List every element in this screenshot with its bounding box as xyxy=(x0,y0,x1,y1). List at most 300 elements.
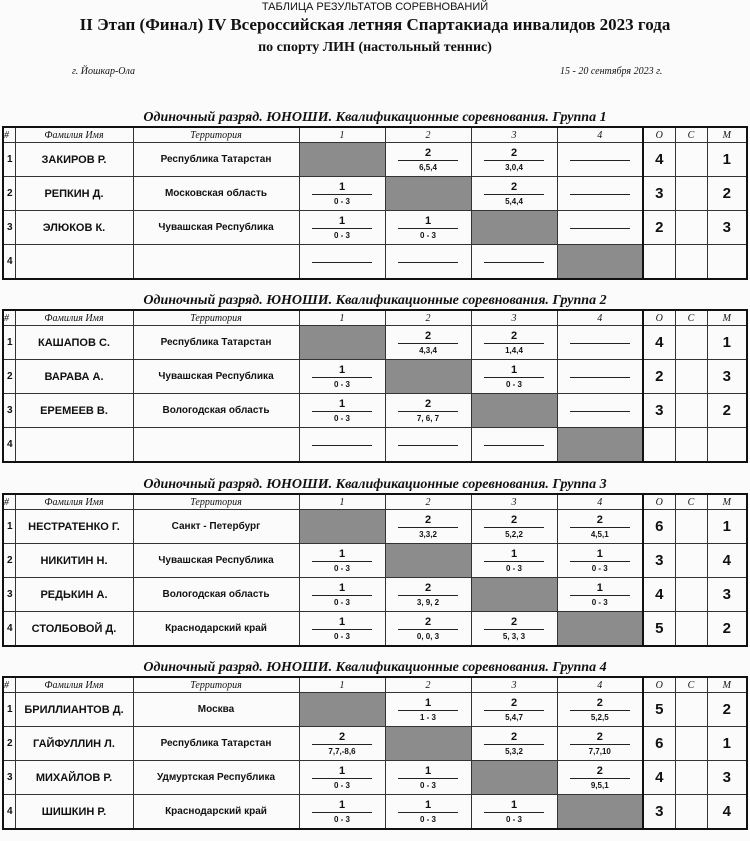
player-number: 3 xyxy=(3,394,15,428)
match-score-detail: 0, 0, 3 xyxy=(416,632,440,641)
tiebreak-value xyxy=(675,177,707,211)
match-score-detail xyxy=(386,265,471,274)
self-match-cell xyxy=(471,211,557,245)
column-header-c1: 1 xyxy=(299,127,385,143)
match-points: 2 xyxy=(596,514,603,526)
player-name: БРИЛЛИАНТОВ Д. xyxy=(15,693,133,727)
match-points xyxy=(558,398,643,410)
match-points: 2 xyxy=(424,582,432,594)
result-divider xyxy=(484,377,544,378)
column-header-c4: 4 xyxy=(557,494,643,510)
result-divider xyxy=(570,527,630,528)
table-row xyxy=(3,761,747,795)
self-match-cell xyxy=(299,326,385,360)
player-territory xyxy=(133,428,299,463)
match-points xyxy=(558,181,643,193)
tiebreak-value xyxy=(675,326,707,360)
total-points: 2 xyxy=(643,360,675,394)
column-header-o: О xyxy=(643,127,675,143)
match-points: 2 xyxy=(510,181,518,193)
result-divider xyxy=(484,445,544,446)
column-header-m: М xyxy=(707,310,747,326)
player-number: 2 xyxy=(3,544,15,578)
player-number: 4 xyxy=(3,612,15,647)
match-points: 1 xyxy=(338,215,346,227)
total-points: 6 xyxy=(643,510,675,544)
total-points: 3 xyxy=(643,795,675,830)
match-points: 2 xyxy=(338,731,346,743)
match-result-cell xyxy=(299,727,385,761)
result-divider xyxy=(570,778,630,779)
match-score-detail: 7,7,-8,6 xyxy=(328,747,356,756)
match-result-cell xyxy=(557,727,643,761)
column-header-num: # xyxy=(3,310,15,326)
match-score-detail xyxy=(300,448,385,457)
match-points: 1 xyxy=(510,548,518,560)
table-row xyxy=(3,544,747,578)
player-territory: Республика Татарстан xyxy=(133,727,299,761)
result-divider xyxy=(398,812,458,813)
player-name: ЭЛЮКОВ К. xyxy=(15,211,133,245)
player-name: ЕРЕМЕЕВ В. xyxy=(15,394,133,428)
player-territory: Вологодская область xyxy=(133,578,299,612)
tiebreak-value xyxy=(675,795,707,830)
tiebreak-value xyxy=(675,245,707,280)
match-points xyxy=(300,249,385,261)
match-result-cell xyxy=(471,143,557,177)
match-points: 1 xyxy=(424,765,432,777)
tiebreak-value xyxy=(675,727,707,761)
match-result-cell xyxy=(557,211,643,245)
table-header-row xyxy=(3,127,747,143)
self-match-cell xyxy=(557,245,643,280)
match-points: 2 xyxy=(424,514,432,526)
total-points xyxy=(643,428,675,463)
match-result-cell xyxy=(299,544,385,578)
column-header-num: # xyxy=(3,677,15,693)
match-score-detail: 0 - 3 xyxy=(333,564,350,573)
match-points: 1 xyxy=(338,616,346,628)
final-place: 1 xyxy=(707,143,747,177)
match-result-cell xyxy=(557,177,643,211)
player-number: 4 xyxy=(3,795,15,830)
total-points: 4 xyxy=(643,761,675,795)
result-divider xyxy=(312,629,372,630)
column-header-o: О xyxy=(643,310,675,326)
match-points xyxy=(472,432,557,444)
match-result-cell xyxy=(471,177,557,211)
column-header-m: М xyxy=(707,127,747,143)
match-score-detail xyxy=(386,448,471,457)
match-result-cell xyxy=(385,761,471,795)
column-header-c3: 3 xyxy=(471,310,557,326)
player-territory: Чувашская Республика xyxy=(133,360,299,394)
column-header-num: # xyxy=(3,127,15,143)
results-table xyxy=(2,493,748,647)
table-row xyxy=(3,578,747,612)
match-score-detail: 3,3,2 xyxy=(419,530,437,539)
table-row xyxy=(3,795,747,830)
result-divider xyxy=(398,343,458,344)
group-2 xyxy=(0,292,750,450)
self-match-cell xyxy=(385,727,471,761)
match-points: 2 xyxy=(510,731,518,743)
match-points xyxy=(558,330,643,342)
table-header-row xyxy=(3,310,747,326)
final-place: 2 xyxy=(707,612,747,647)
document-title: II Этап (Финал) IV Всероссийская летняя Спартакиада инвалидов 2023 года xyxy=(79,15,671,34)
result-divider xyxy=(570,595,630,596)
player-territory: Республика Татарстан xyxy=(133,326,299,360)
table-row xyxy=(3,143,747,177)
final-place: 2 xyxy=(707,693,747,727)
player-name xyxy=(15,245,133,280)
table-row xyxy=(3,326,747,360)
match-points: 2 xyxy=(596,731,603,743)
column-header-name: Фамилия Имя xyxy=(15,677,133,693)
match-score-detail: 5,3,2 xyxy=(505,747,523,756)
self-match-cell xyxy=(557,612,643,647)
total-points: 2 xyxy=(643,211,675,245)
final-place: 3 xyxy=(707,578,747,612)
result-divider xyxy=(312,595,372,596)
column-header-o: О xyxy=(643,494,675,510)
match-result-cell xyxy=(385,795,471,830)
tiebreak-value xyxy=(675,143,707,177)
self-match-cell xyxy=(471,578,557,612)
result-divider xyxy=(570,411,630,412)
match-points: 1 xyxy=(338,548,346,560)
match-points: 1 xyxy=(338,398,346,410)
match-points: 2 xyxy=(424,398,432,410)
player-territory: Чувашская Республика xyxy=(133,544,299,578)
match-score-detail: 5, 3, 3 xyxy=(502,632,526,641)
match-score-detail: 0 - 3 xyxy=(505,380,522,389)
match-result-cell xyxy=(385,612,471,647)
match-score-detail: 0 - 3 xyxy=(333,414,350,423)
match-points: 2 xyxy=(424,147,432,159)
match-score-detail xyxy=(300,265,385,274)
player-name: РЕДЬКИН А. xyxy=(15,578,133,612)
final-place xyxy=(707,245,747,280)
match-result-cell xyxy=(299,428,385,463)
match-result-cell xyxy=(471,326,557,360)
column-header-m: М xyxy=(707,677,747,693)
match-result-cell xyxy=(471,360,557,394)
match-score-detail xyxy=(558,380,643,389)
match-score-detail: 0 - 3 xyxy=(333,197,350,206)
match-points xyxy=(300,432,385,444)
match-score-detail: 5,4,4 xyxy=(505,197,523,206)
column-header-territory: Территория xyxy=(133,310,299,326)
column-header-territory: Территория xyxy=(133,127,299,143)
match-score-detail xyxy=(558,414,643,423)
result-divider xyxy=(484,160,544,161)
result-divider xyxy=(484,812,544,813)
table-row xyxy=(3,211,747,245)
table-header-row xyxy=(3,494,747,510)
self-match-cell xyxy=(385,177,471,211)
match-points: 2 xyxy=(424,330,432,342)
final-place: 1 xyxy=(707,510,747,544)
player-name: НЕСТРАТЕНКО Г. xyxy=(15,510,133,544)
group-title: Одиночный разряд. ЮНОШИ. Квалификационные соревнования. Группа 4 xyxy=(143,660,607,675)
results-table xyxy=(2,126,748,280)
player-territory: Краснодарский край xyxy=(133,612,299,647)
self-match-cell xyxy=(299,143,385,177)
result-divider xyxy=(570,343,630,344)
match-points: 2 xyxy=(510,147,518,159)
match-score-detail xyxy=(558,197,643,206)
match-result-cell xyxy=(385,510,471,544)
match-score-detail: 4,5,1 xyxy=(590,530,609,539)
match-score-detail xyxy=(558,163,643,172)
final-place xyxy=(707,428,747,463)
self-match-cell xyxy=(471,394,557,428)
event-place: г. Йошкар-Ола xyxy=(72,66,136,77)
player-territory xyxy=(133,245,299,280)
match-score-detail: 4,3,4 xyxy=(419,346,437,355)
player-territory: Республика Татарстан xyxy=(133,143,299,177)
match-result-cell xyxy=(471,727,557,761)
match-result-cell xyxy=(299,360,385,394)
group-title: Одиночный разряд. ЮНОШИ. Квалификационные соревнования. Группа 1 xyxy=(143,110,607,125)
match-result-cell xyxy=(557,693,643,727)
column-header-s: С xyxy=(675,494,707,510)
table-row xyxy=(3,394,747,428)
tiebreak-value xyxy=(675,761,707,795)
result-divider xyxy=(570,377,630,378)
column-header-name: Фамилия Имя xyxy=(15,310,133,326)
self-match-cell xyxy=(385,544,471,578)
column-header-c2: 2 xyxy=(385,677,471,693)
match-result-cell xyxy=(385,693,471,727)
results-table xyxy=(2,676,748,830)
match-points: 2 xyxy=(596,765,603,777)
final-place: 3 xyxy=(707,211,747,245)
total-points: 5 xyxy=(643,693,675,727)
match-result-cell xyxy=(385,326,471,360)
column-header-c4: 4 xyxy=(557,677,643,693)
match-result-cell xyxy=(557,326,643,360)
tiebreak-value xyxy=(675,544,707,578)
match-result-cell xyxy=(299,211,385,245)
column-header-c1: 1 xyxy=(299,310,385,326)
total-points: 4 xyxy=(643,143,675,177)
result-divider xyxy=(312,194,372,195)
result-divider xyxy=(398,629,458,630)
player-name: ВАРАВА А. xyxy=(15,360,133,394)
match-result-cell xyxy=(385,578,471,612)
column-header-c4: 4 xyxy=(557,127,643,143)
match-result-cell xyxy=(299,177,385,211)
column-header-num: # xyxy=(3,494,15,510)
final-place: 1 xyxy=(707,727,747,761)
self-match-cell xyxy=(471,761,557,795)
match-result-cell xyxy=(385,211,471,245)
match-score-detail: 0 - 3 xyxy=(419,231,436,240)
match-result-cell xyxy=(557,761,643,795)
match-score-detail: 0 - 3 xyxy=(333,231,350,240)
match-points: 2 xyxy=(510,330,518,342)
match-score-detail: 6,5,4 xyxy=(419,163,437,172)
match-points: 1 xyxy=(596,548,603,560)
match-points xyxy=(386,249,471,261)
match-result-cell xyxy=(557,394,643,428)
final-place: 4 xyxy=(707,795,747,830)
document-subtitle: по спорту ЛИН (настольный теннис) xyxy=(258,40,492,55)
match-points xyxy=(558,215,643,227)
match-score-detail xyxy=(472,448,557,457)
player-number: 1 xyxy=(3,510,15,544)
match-points: 1 xyxy=(424,215,432,227)
table-row xyxy=(3,428,747,463)
final-place: 2 xyxy=(707,177,747,211)
player-number: 4 xyxy=(3,245,15,280)
tiebreak-value xyxy=(675,612,707,647)
result-divider xyxy=(312,262,372,263)
final-place: 3 xyxy=(707,761,747,795)
self-match-cell xyxy=(299,693,385,727)
match-result-cell xyxy=(471,428,557,463)
tiebreak-value xyxy=(675,428,707,463)
result-divider xyxy=(570,710,630,711)
results-table xyxy=(2,309,748,463)
match-score-detail: 1 - 3 xyxy=(419,713,436,722)
total-points: 3 xyxy=(643,544,675,578)
self-match-cell xyxy=(557,795,643,830)
match-result-cell xyxy=(471,245,557,280)
column-header-c2: 2 xyxy=(385,127,471,143)
column-header-territory: Территория xyxy=(133,677,299,693)
self-match-cell xyxy=(557,428,643,463)
player-number: 3 xyxy=(3,578,15,612)
total-points: 4 xyxy=(643,326,675,360)
column-header-c3: 3 xyxy=(471,127,557,143)
result-divider xyxy=(570,194,630,195)
match-result-cell xyxy=(471,510,557,544)
match-points: 2 xyxy=(510,616,518,628)
result-divider xyxy=(398,778,458,779)
result-divider xyxy=(398,710,458,711)
match-result-cell xyxy=(557,510,643,544)
match-score-detail: 0 - 3 xyxy=(591,564,608,573)
table-row xyxy=(3,360,747,394)
match-result-cell xyxy=(385,428,471,463)
total-points: 3 xyxy=(643,177,675,211)
match-result-cell xyxy=(385,245,471,280)
tiebreak-value xyxy=(675,360,707,394)
result-divider xyxy=(398,160,458,161)
match-score-detail: 9,5,1 xyxy=(590,781,609,790)
match-points: 1 xyxy=(424,697,432,709)
result-divider xyxy=(484,527,544,528)
match-result-cell xyxy=(299,245,385,280)
table-row xyxy=(3,727,747,761)
result-divider xyxy=(570,160,630,161)
self-match-cell xyxy=(299,510,385,544)
column-header-c4: 4 xyxy=(557,310,643,326)
match-score-detail: 0 - 3 xyxy=(591,598,608,607)
match-score-detail: 0 - 3 xyxy=(333,598,350,607)
match-score-detail xyxy=(472,265,557,274)
table-row xyxy=(3,693,747,727)
column-header-o: О xyxy=(643,677,675,693)
match-score-detail: 3, 9, 2 xyxy=(416,598,440,607)
match-points xyxy=(386,432,471,444)
match-score-detail: 3,0,4 xyxy=(505,163,523,172)
player-number: 1 xyxy=(3,693,15,727)
match-points xyxy=(558,364,643,376)
result-divider xyxy=(312,812,372,813)
match-points: 1 xyxy=(338,582,346,594)
player-territory: Чувашская Республика xyxy=(133,211,299,245)
result-divider xyxy=(398,445,458,446)
match-result-cell xyxy=(471,612,557,647)
result-divider xyxy=(570,228,630,229)
player-name: ШИШКИН Р. xyxy=(15,795,133,830)
result-divider xyxy=(484,262,544,263)
result-divider xyxy=(484,744,544,745)
total-points xyxy=(643,245,675,280)
final-place: 3 xyxy=(707,360,747,394)
match-score-detail: 5,4,7 xyxy=(505,713,523,722)
match-result-cell xyxy=(299,394,385,428)
player-territory: Краснодарский край xyxy=(133,795,299,830)
result-divider xyxy=(398,262,458,263)
column-header-m: М xyxy=(707,494,747,510)
match-score-detail: 5,2,2 xyxy=(505,530,523,539)
result-divider xyxy=(484,710,544,711)
match-score-detail: 0 - 3 xyxy=(419,781,436,790)
match-score-detail: 0 - 3 xyxy=(333,815,350,824)
result-divider xyxy=(312,228,372,229)
match-points: 1 xyxy=(338,364,346,376)
match-result-cell xyxy=(385,143,471,177)
match-result-cell xyxy=(299,578,385,612)
event-dates: 15 - 20 сентября 2023 г. xyxy=(560,66,663,77)
self-match-cell xyxy=(385,360,471,394)
match-score-detail: 5,2,5 xyxy=(590,713,609,722)
match-score-detail: 0 - 3 xyxy=(419,815,436,824)
match-score-detail: 0 - 3 xyxy=(333,380,350,389)
match-result-cell xyxy=(557,143,643,177)
player-territory: Москва xyxy=(133,693,299,727)
tiebreak-value xyxy=(675,693,707,727)
result-divider xyxy=(312,778,372,779)
match-result-cell xyxy=(557,360,643,394)
player-number: 3 xyxy=(3,761,15,795)
total-points: 3 xyxy=(643,394,675,428)
result-divider xyxy=(398,527,458,528)
player-name: МИХАЙЛОВ Р. xyxy=(15,761,133,795)
result-divider xyxy=(484,343,544,344)
match-score-detail: 0 - 3 xyxy=(505,564,522,573)
total-points: 5 xyxy=(643,612,675,647)
final-place: 4 xyxy=(707,544,747,578)
match-result-cell xyxy=(299,612,385,647)
column-header-territory: Территория xyxy=(133,494,299,510)
player-name xyxy=(15,428,133,463)
player-name: НИКИТИН Н. xyxy=(15,544,133,578)
player-number: 2 xyxy=(3,727,15,761)
document-caption: ТАБЛИЦА РЕЗУЛЬТАТОВ СОРЕВНОВАНИЙ xyxy=(261,1,489,13)
column-header-c3: 3 xyxy=(471,494,557,510)
match-score-detail xyxy=(558,231,643,240)
player-name: СТОЛБОВОЙ Д. xyxy=(15,612,133,647)
match-score-detail: 7, 6, 7 xyxy=(416,414,440,423)
match-result-cell xyxy=(385,394,471,428)
